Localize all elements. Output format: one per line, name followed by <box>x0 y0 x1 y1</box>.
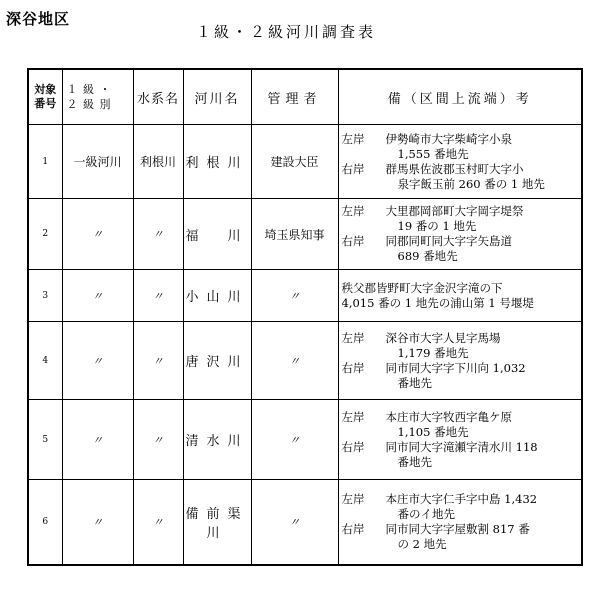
bank-side-label: 右岸 <box>341 161 365 176</box>
page-title: １級・２級河川調査表 <box>196 23 377 41</box>
bank-entry <box>342 492 582 522</box>
bank-side-label: 右岸 <box>341 439 365 454</box>
bank-entry <box>342 440 582 470</box>
header-remarks: 備（区間上流端）考 <box>338 69 582 125</box>
bank-location-line: 番地先 <box>397 454 432 469</box>
river-name: 備前渠川 <box>183 480 251 565</box>
river-name: 清水川 <box>183 400 251 480</box>
row-number: 1 <box>28 125 62 199</box>
bank-location-line: 同市同大字字下川向 1,032 <box>385 360 526 375</box>
bank-side-label: 左岸 <box>341 204 365 218</box>
river-survey-table <box>27 68 583 566</box>
bank-side-label: 右岸 <box>341 234 365 248</box>
header-number: 対象 番号 <box>28 69 62 125</box>
header-system: 水系名 <box>133 69 183 125</box>
manager: 〃 <box>251 270 338 322</box>
bank-location-line: 689 番地先 <box>397 249 458 263</box>
bank-entry <box>342 281 582 311</box>
header-manager: 管理者 <box>251 69 338 125</box>
bank-location-line: 本庄市大字仁手字中島 1,432 <box>385 491 538 506</box>
river-name: 利根川 <box>183 125 251 199</box>
bank-location-line: 19 番の 1 地先 <box>397 219 477 233</box>
table-row <box>28 199 582 270</box>
river-class: 〃 <box>62 322 133 400</box>
remarks <box>338 199 582 270</box>
bank-side-label: 左岸 <box>341 330 365 345</box>
row-number: 4 <box>28 322 62 400</box>
bank-side-label: 右岸 <box>341 360 365 375</box>
bank-location-line: の 2 地先 <box>397 536 447 551</box>
region-title: 深谷地区 <box>6 10 71 28</box>
water-system: 〃 <box>133 199 183 270</box>
table-row <box>28 400 582 480</box>
water-system: 利根川 <box>133 125 183 199</box>
manager: 〃 <box>251 322 338 400</box>
bank-location-line: 同郡同町同大字字矢島道 <box>385 234 512 248</box>
row-number: 5 <box>28 400 62 480</box>
row-number: 2 <box>28 199 62 270</box>
bank-side-label: 左岸 <box>341 409 365 424</box>
water-system: 〃 <box>133 480 183 565</box>
bank-location-line: 本庄市大字牧西字亀ケ原 <box>385 409 512 424</box>
bank-location-line: 群馬県佐波郡玉村町大字小 <box>385 161 524 176</box>
manager: 〃 <box>251 480 338 565</box>
water-system: 〃 <box>133 400 183 480</box>
river-class: 〃 <box>62 480 133 565</box>
table-row <box>28 322 582 400</box>
river-name: 小山川 <box>183 270 251 322</box>
bank-entry <box>342 361 582 391</box>
bank-location-line: 1,555 番地先 <box>397 146 469 161</box>
river-class: 〃 <box>62 400 133 480</box>
bank-entry <box>342 234 582 264</box>
remarks <box>338 125 582 199</box>
bank-location-line: 伊勢崎市大字柴崎字小泉 <box>385 131 512 146</box>
header-class: １ 級 ・ ２ 級 別 <box>62 69 133 125</box>
bank-location-line: 泉字飯玉前 260 番の 1 地先 <box>397 176 545 191</box>
header-river: 河川名 <box>183 69 251 125</box>
table-row <box>28 270 582 322</box>
table-row <box>28 125 582 199</box>
bank-location-line: 大里郡岡部町大字岡字堤祭 <box>385 204 524 218</box>
bank-side-label: 左岸 <box>341 131 365 146</box>
water-system: 〃 <box>133 322 183 400</box>
bank-location-line: 同市同大字滝瀬字清水川 118 <box>385 439 538 454</box>
bank-entry <box>342 522 582 552</box>
row-number: 6 <box>28 480 62 565</box>
river-class: 一級河川 <box>62 125 133 199</box>
bank-location-line: 番のイ地先 <box>397 506 455 521</box>
bank-side-label: 左岸 <box>341 491 365 506</box>
water-system: 〃 <box>133 270 183 322</box>
bank-location-line: 秩父郡皆野町大字金沢字滝の下 <box>341 280 503 295</box>
manager: 埼玉県知事 <box>251 199 338 270</box>
river-name: 福 川 <box>183 199 251 270</box>
remarks <box>338 480 582 565</box>
bank-location-line: 番地先 <box>397 375 432 390</box>
bank-location-line: 同市同大字字屋敷割 817 番 <box>385 521 530 536</box>
river-class: 〃 <box>62 270 133 322</box>
manager: 建設大臣 <box>251 125 338 199</box>
bank-entry <box>342 162 582 192</box>
remarks <box>338 270 582 322</box>
bank-location-line: 1,179 番地先 <box>397 345 469 360</box>
bank-location-line: 1,105 番地先 <box>397 424 469 439</box>
row-number: 3 <box>28 270 62 322</box>
river-name: 唐沢川 <box>183 322 251 400</box>
bank-location-line: 深谷市大字人見字馬場 <box>385 330 501 345</box>
bank-entry <box>342 132 582 162</box>
bank-entry <box>342 410 582 440</box>
remarks <box>338 400 582 480</box>
remarks <box>338 322 582 400</box>
table-row <box>28 480 582 565</box>
header-row <box>28 69 582 125</box>
bank-entry <box>342 331 582 361</box>
bank-side-label: 右岸 <box>341 521 365 536</box>
manager: 〃 <box>251 400 338 480</box>
bank-location-line: 4,015 番の 1 地先の浦山第 1 号堰堤 <box>341 295 534 310</box>
river-class: 〃 <box>62 199 133 270</box>
bank-entry <box>342 204 582 234</box>
